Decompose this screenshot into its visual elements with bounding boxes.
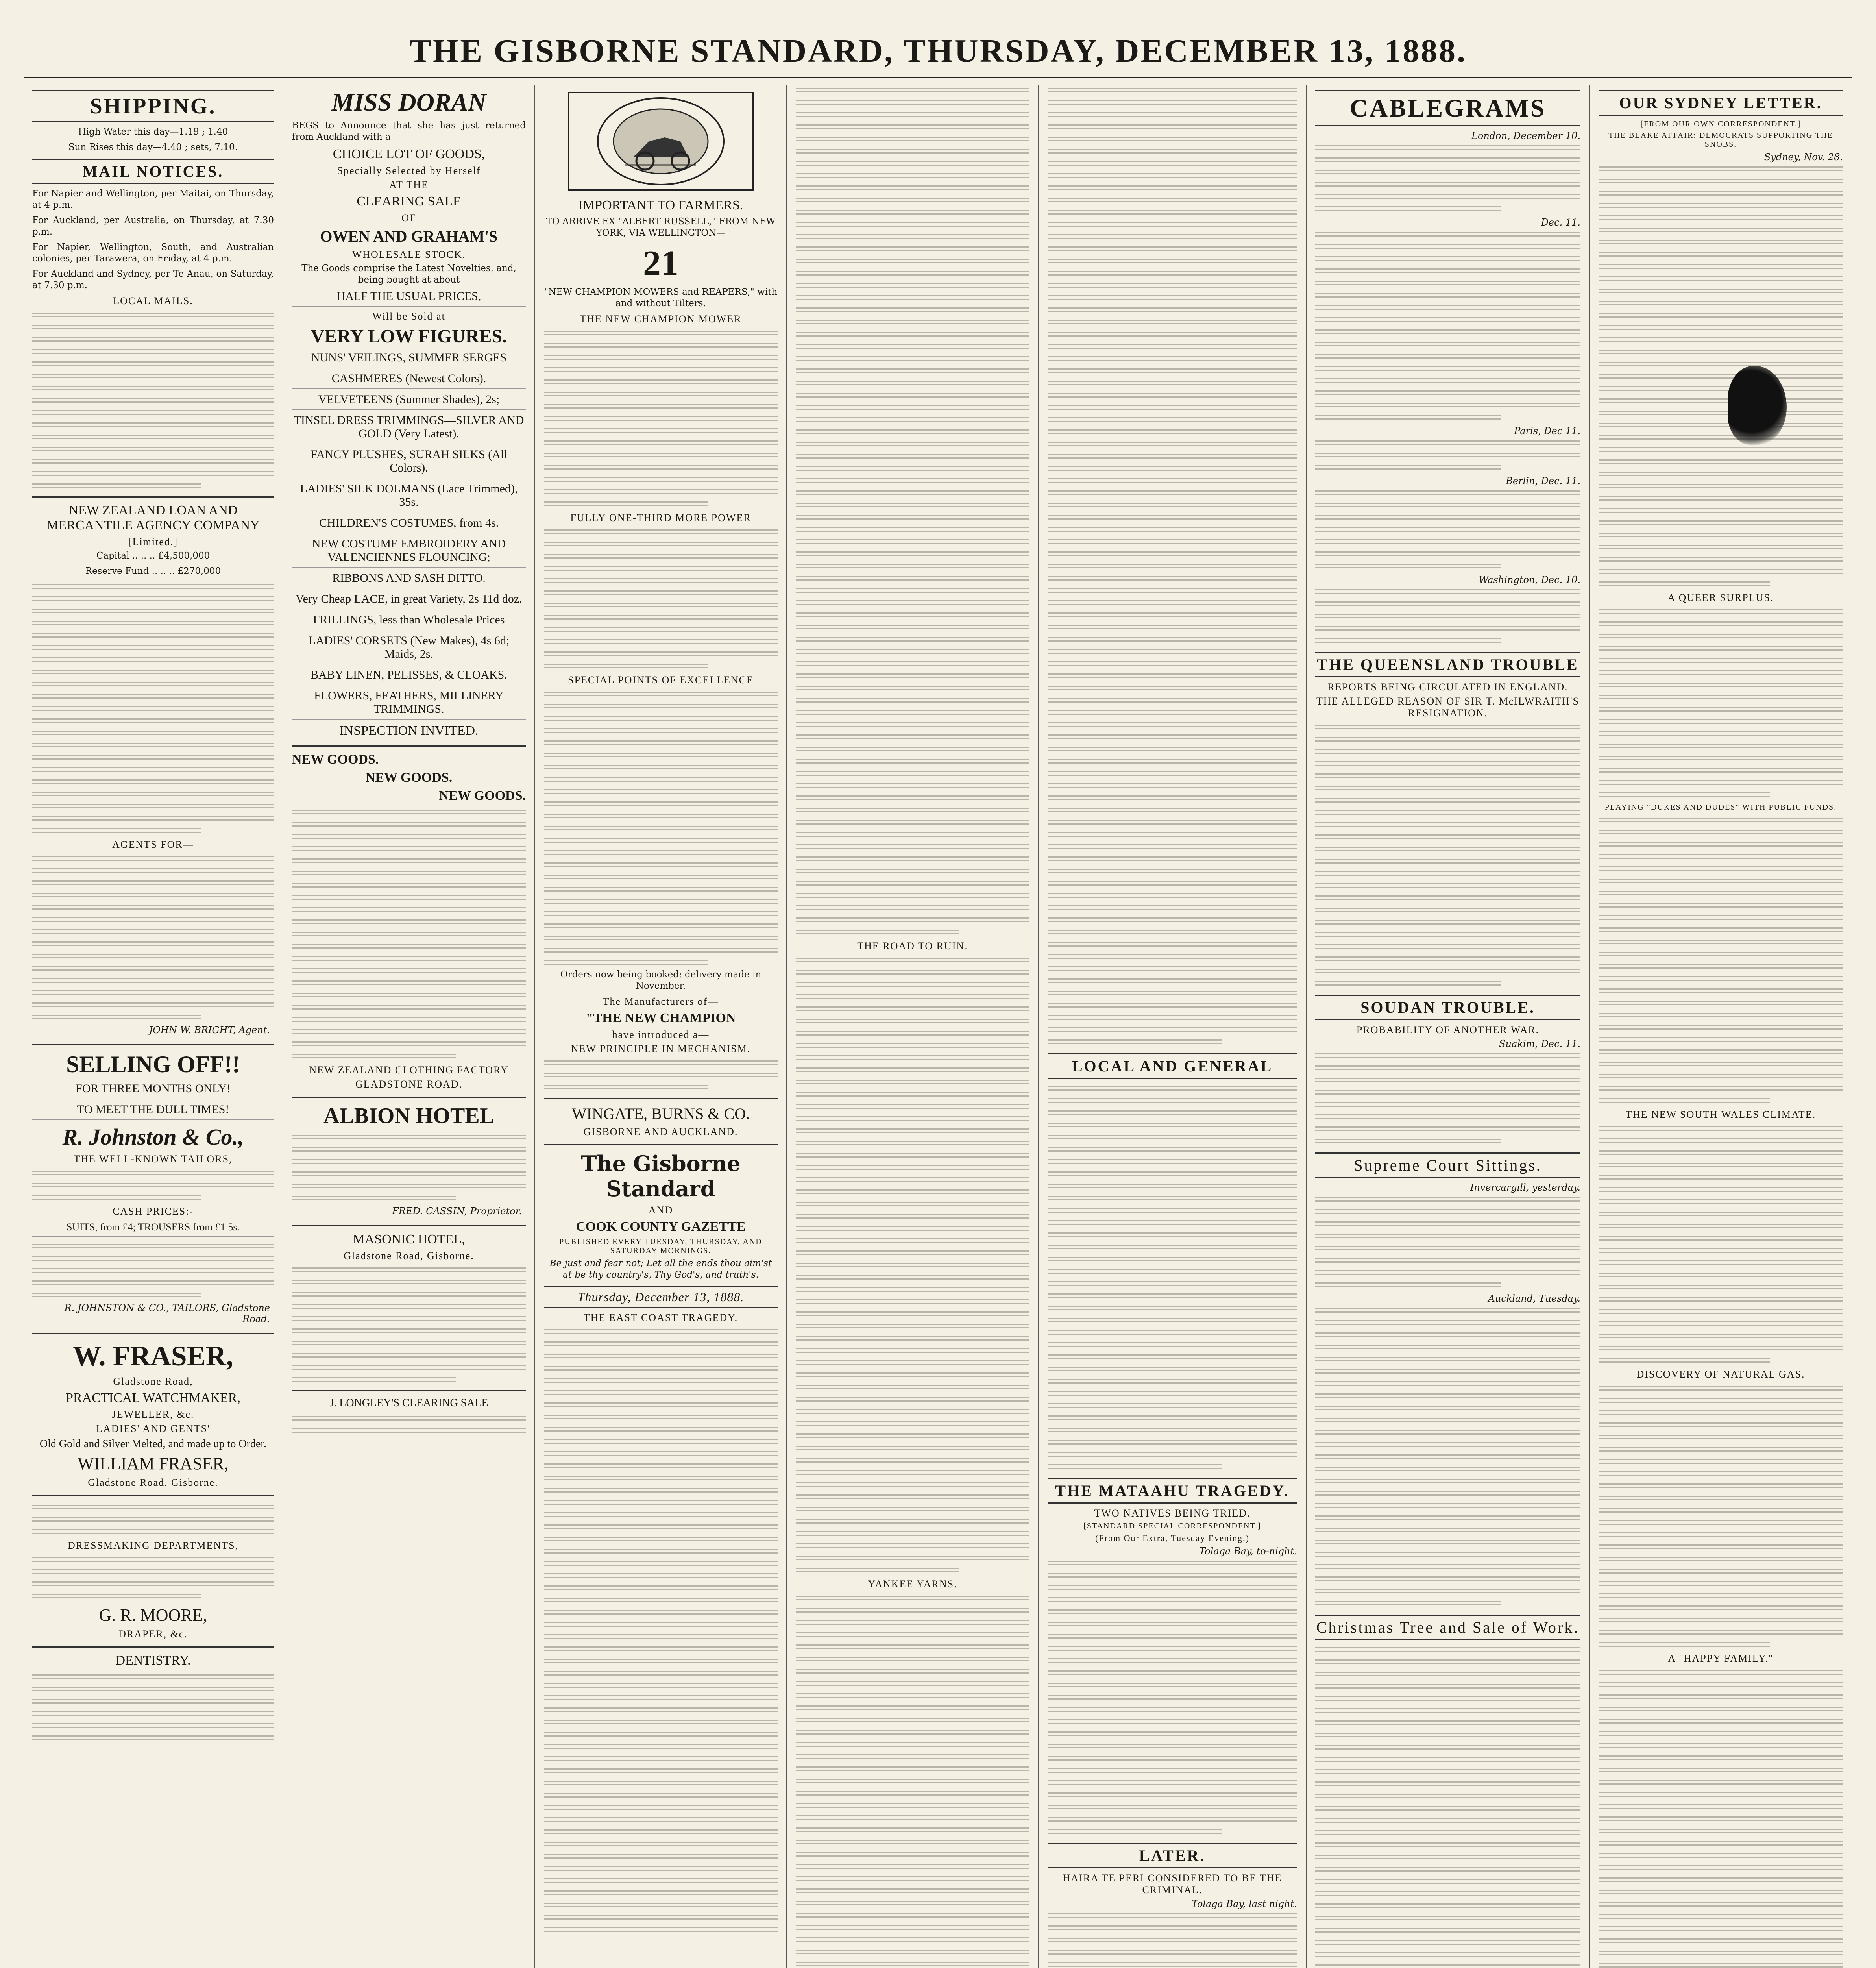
clothing-factory: NEW ZEALAND CLOTHING FACTORY — [309, 1064, 509, 1076]
christmas-tree-heading: Christmas Tree and Sale of Work. — [1315, 1615, 1580, 1640]
paper-motto: Be just and fear not; Let all the ends thou aim'st at be thy country's, Thy God's, and truth's. — [549, 1258, 772, 1280]
of: OF — [401, 212, 416, 224]
dukes-dudes: PLAYING "DUKES AND DUDES" WITH PUBLIC FUNDS. — [1604, 803, 1837, 812]
watchmaker: PRACTICAL WATCHMAKER, — [66, 1391, 240, 1405]
johnston-signature: R. JOHNSTON & CO., TAILORS, Gladstone Road. — [64, 1302, 270, 1324]
fraser-road: Gladstone Road, — [113, 1376, 193, 1387]
masonic-address: Gladstone Road, Gisborne. — [344, 1250, 474, 1261]
blake-affair: THE BLAKE AFFAIR: DEMOCRATS SUPPORTING THE SNOBS. — [1608, 131, 1833, 149]
baby-linen: BABY LINEN, PELISSES, & CLOAKS. — [292, 668, 526, 685]
cook-gazette: COOK COUNTY GAZETTE — [576, 1219, 746, 1234]
dentistry-heading: DENTISTRY. — [115, 1653, 191, 1668]
issue-date: Thursday, December 13, 1888. — [544, 1286, 778, 1308]
suits-prices: SUITS, from £4; TROUSERS from £1 5s. — [32, 1221, 274, 1237]
william-address: Gladstone Road, Gisborne. — [88, 1477, 218, 1488]
nz-loan-reserve: Reserve Fund .. .. .. £270,000 — [85, 566, 221, 576]
wholesale-stock: WHOLESALE STOCK. — [352, 249, 466, 260]
moore-sub: DRAPER, &c. — [118, 1628, 188, 1640]
agents-heading: AGENTS FOR— — [112, 839, 194, 850]
suakim-dateline: Suakim, Dec. 11. — [1499, 1038, 1580, 1049]
new-principle: NEW PRINCIPLE IN MECHANISM. — [571, 1043, 751, 1054]
nuns-veilings: NUNS' VEILINGS, SUMMER SERGES — [292, 351, 526, 368]
masthead-title: THE GISBORNE STANDARD, THURSDAY, DECEMBER 13, 1888. — [409, 33, 1467, 69]
two-natives: TWO NATIVES BEING TRIED. — [1094, 1507, 1251, 1519]
inspection-invited: INSPECTION INVITED. — [339, 723, 479, 738]
selling-dull-times: TO MEET THE DULL TIMES! — [32, 1103, 274, 1120]
probability-war: PROBABILITY OF ANOTHER WAR. — [1356, 1024, 1540, 1036]
goods-comprise: The Goods comprise the Latest Novelties, and, being bought at about — [301, 263, 516, 285]
costume-embroidery: NEW COSTUME EMBROIDERY AND VALENCIENNES FLOUNCING; — [292, 537, 526, 568]
reports-circulated: REPORTS BEING CIRCULATED IN ENGLAND. — [1327, 681, 1568, 693]
soudan-heading: SOUDAN TROUBLE. — [1315, 995, 1580, 1020]
mail-notice: For Auckland, per Australia, on Thursday, at 7.30 p.m. — [32, 215, 274, 237]
paper-name: The Gisborne Standard — [581, 1151, 741, 1201]
published-every: PUBLISHED EVERY TUESDAY, THURSDAY, AND SATURDAY MORNINGS. — [559, 1237, 762, 1255]
nsw-climate: THE NEW SOUTH WALES CLIMATE. — [1625, 1109, 1816, 1120]
cassin-signature: FRED. CASSIN, Proprietor. — [392, 1206, 522, 1217]
mataahu-tragedy: THE MATAAHU TRAGEDY. — [1048, 1478, 1297, 1504]
cash-prices: CASH PRICES:- — [113, 1206, 194, 1217]
johnston-tailors: THE WELL-KNOWN TAILORS, — [74, 1153, 233, 1165]
later-heading: LATER. — [1048, 1843, 1297, 1868]
clothing-address: GLADSTONE ROAD. — [355, 1078, 463, 1090]
wingate-sub: GISBORNE AND AUCKLAND. — [583, 1126, 738, 1138]
yankee-yarns: YANKEE YARNS. — [868, 1578, 957, 1590]
new-goods-2: NEW GOODS. — [365, 770, 453, 785]
masthead — [24, 28, 1852, 75]
wingate-burns: WINGATE, BURNS & CO. — [571, 1105, 750, 1123]
cable-dateline: Paris, Dec 11. — [1514, 425, 1580, 437]
childrens-costumes: CHILDREN'S COSTUMES, from 4s. — [292, 516, 526, 533]
mower-heading: THE NEW CHAMPION MOWER — [580, 313, 742, 325]
moore-name: G. R. MOORE, — [99, 1605, 207, 1625]
nz-loan-limited: [Limited.] — [128, 536, 178, 547]
albion-hotel: ALBION HOTEL — [323, 1104, 495, 1128]
special-correspondent: [STANDARD SPECIAL CORRESPONDENT.] — [1083, 1522, 1261, 1530]
column-3 — [535, 85, 787, 1968]
east-coast-tragedy: THE EAST COAST TRAGEDY. — [583, 1312, 738, 1323]
johnston-name: R. Johnston & Co., — [62, 1124, 244, 1150]
doran-intro: BEGS to Announce that she has just returned from Auckland with a — [292, 120, 526, 142]
happy-family: A "HAPPY FAMILY." — [1668, 1653, 1774, 1664]
mail-notice: For Napier, Wellington, South, and Australian colonies, per Tarawera, on Friday, at 4 p.m. — [32, 242, 274, 264]
one-third-power: FULLY ONE-THIRD MORE POWER — [570, 512, 751, 523]
choice-lot: CHOICE LOT OF GOODS, — [333, 147, 485, 161]
ribbons: RIBBONS AND SASH DITTO. — [292, 572, 526, 588]
local-general-heading: LOCAL AND GENERAL — [1048, 1053, 1297, 1079]
cheap-lace: Very Cheap LACE, in great Variety, 2s 11d doz. — [292, 592, 526, 609]
column-1 — [24, 85, 283, 1968]
haira-heading: HAIRA TE PERI CONSIDERED TO BE THE CRIMINAL. — [1063, 1872, 1282, 1896]
mail-notices-heading: MAIL NOTICES. — [32, 159, 274, 184]
column-6 — [1307, 85, 1590, 1968]
sydney-letter-heading: OUR SYDNEY LETTER. — [1599, 90, 1843, 116]
introduced: have introduced a— — [612, 1029, 710, 1040]
cable-dateline: Washington, Dec. 10. — [1479, 574, 1580, 585]
alleged-reason: THE ALLEGED REASON OF SIR T. McILWRAITH'S RESIGNATION. — [1316, 695, 1580, 719]
flowers-feathers: FLOWERS, FEATHERS, MILLINERY TRIMMINGS. — [292, 689, 526, 720]
shipping-heading: SHIPPING. — [32, 90, 274, 122]
fraser-banner: W. FRASER, — [73, 1340, 233, 1372]
natural-gas: DISCOVERY OF NATURAL GAS. — [1636, 1369, 1805, 1380]
at-the: AT THE — [389, 179, 429, 191]
longley-sale: J. LONGLEY'S CLEARING SALE — [329, 1397, 488, 1409]
cablegrams-heading: CABLEGRAMS — [1315, 90, 1580, 126]
invercargill-dateline: Invercargill, yesterday. — [1470, 1182, 1580, 1193]
mail-notice: For Auckland and Sydney, per Te Anau, on Saturday, at 7.30 p.m. — [32, 269, 274, 290]
sydney-dateline: Sydney, Nov. 28. — [1764, 152, 1843, 163]
masthead-rule — [24, 76, 1852, 78]
velveteens: VELVETEENS (Summer Shades), 2s; — [292, 393, 526, 410]
selected-by-herself: Specially Selected by Herself — [337, 165, 481, 176]
new-champion: "THE NEW CHAMPION — [586, 1011, 736, 1025]
new-goods-3: NEW GOODS. — [439, 788, 526, 803]
queensland-heading: THE QUEENSLAND TROUBLE — [1315, 652, 1580, 677]
miss-doran-heading: MISS DORAN — [331, 88, 486, 116]
special-points: SPECIAL POINTS OF EXCELLENCE — [568, 674, 754, 686]
jeweller: JEWELLER, &c. — [112, 1409, 194, 1420]
fancy-plushes: FANCY PLUSHES, SURAH SILKS (All Colors). — [292, 448, 526, 478]
auckland-dateline: Auckland, Tuesday. — [1488, 1293, 1580, 1304]
selling-off-heading: SELLING OFF!! — [66, 1051, 240, 1077]
silk-dolmans: LADIES' SILK DOLMANS (Lace Trimmed), 35s. — [292, 482, 526, 512]
column-2 — [283, 85, 535, 1968]
tide-line-2: Sun Rises this day—4.40 ; sets, 7.10. — [68, 142, 238, 152]
queer-surplus: A QUEER SURPLUS. — [1667, 592, 1774, 603]
tolaga-dateline: Tolaga Bay, to-night. — [1199, 1546, 1297, 1557]
cashmeres: CASHMERES (Newest Colors). — [292, 372, 526, 389]
selling-three-months: FOR THREE MONTHS ONLY! — [32, 1082, 274, 1099]
half-prices: HALF THE USUAL PRICES, — [292, 290, 526, 307]
dressmaking: DRESSMAKING DEPARTMENTS, — [67, 1540, 239, 1551]
local-mails-subheading: LOCAL MAILS. — [113, 295, 193, 307]
supreme-court-heading: Supreme Court Sittings. — [1315, 1152, 1580, 1178]
arrive-ex: TO ARRIVE EX "ALBERT RUSSELL," FROM NEW YORK, VIA WELLINGTON— — [546, 216, 776, 238]
cable-dateline: Dec. 11. — [1541, 217, 1580, 228]
paper-and: AND — [648, 1204, 673, 1216]
orders-booked: Orders now being booked; delivery made in November. — [560, 969, 761, 991]
very-low-figures: VERY LOW FIGURES. — [311, 326, 507, 347]
mowers-reapers: "NEW CHAMPION MOWERS and REAPERS," with and without Tilters. — [544, 287, 778, 309]
special-edition: (From Our Extra, Tuesday Evening.) — [1095, 1533, 1249, 1543]
nz-loan-heading: NEW ZEALAND LOAN AND MERCANTILE AGENCY COMPANY — [46, 503, 260, 533]
masonic-hotel: MASONIC HOTEL, — [353, 1232, 465, 1247]
mail-notice: For Napier and Wellington, per Maitai, on Thursday, at 4 p.m. — [32, 189, 274, 210]
column-5 — [1039, 85, 1307, 1968]
nz-loan-capital: Capital .. .. .. £4,500,000 — [96, 551, 210, 561]
owen-graham: OWEN AND GRAHAM'S — [320, 228, 498, 245]
column-7 — [1590, 85, 1852, 1968]
twenty-one: 21 — [643, 244, 678, 283]
bright-signature: JOHN W. BRIGHT, Agent. — [149, 1025, 270, 1036]
tolaga-dateline-2: Tolaga Bay, last night. — [1191, 1898, 1297, 1909]
harvesting-seal-emblem — [566, 90, 755, 192]
road-to-ruin: THE ROAD TO RUIN. — [857, 940, 968, 952]
tinsel-trimmings: TINSEL DRESS TRIMMINGS—SILVER AND GOLD (Very Latest). — [292, 414, 526, 444]
gold-silver: Old Gold and Silver Melted, and made up to Order. — [39, 1438, 267, 1450]
frillings: FRILLINGS, less than Wholesale Prices — [292, 613, 526, 630]
ladies-gents: LADIES' AND GENTS' — [96, 1423, 210, 1434]
william-fraser: WILLIAM FRASER, — [78, 1454, 229, 1473]
clearing-sale: CLEARING SALE — [357, 194, 461, 209]
new-goods-1: NEW GOODS. — [292, 752, 379, 767]
cable-dateline: Berlin, Dec. 11. — [1506, 475, 1580, 486]
own-correspondent: [FROM OUR OWN CORRESPONDENT.] — [1640, 120, 1801, 128]
manufacturers: The Manufacturers of— — [603, 996, 719, 1007]
will-be-sold: Will be Sold at — [372, 311, 445, 322]
important-farmers: IMPORTANT TO FARMERS. — [578, 198, 743, 213]
cable-dateline: London, December 10. — [1471, 130, 1580, 141]
tide-line-1: High Water this day—1.19 ; 1.40 — [78, 127, 228, 137]
column-4 — [787, 85, 1039, 1968]
ladies-corsets: LADIES' CORSETS (New Makes), 4s 6d; Maids, 2s. — [292, 634, 526, 664]
